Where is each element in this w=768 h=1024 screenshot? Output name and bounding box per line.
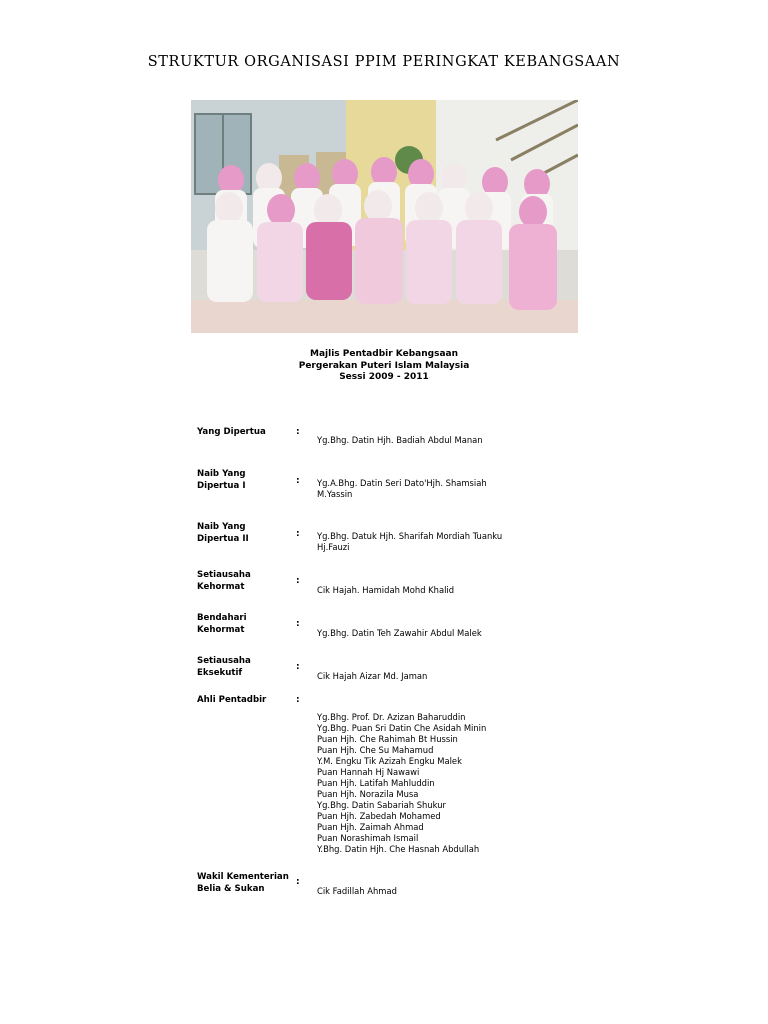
member-item: Y.Bhg. Datin Hjh. Che Hasnah Abdullah	[317, 844, 480, 854]
council-heading	[0, 349, 768, 384]
member-item: Puan Hjh. Norazila Musa	[317, 789, 419, 799]
role-label-wakil-kementerian: Wakil Kementerian Belia & Sukan	[197, 872, 289, 894]
members-list	[317, 712, 517, 855]
role-label-naib-yang-dipertua-2: Naib Yang Dipertua II	[197, 522, 249, 544]
role-name-setiausaha-eksekutif: Cik Hajah Aizar Md. Jaman	[317, 671, 428, 681]
member-item: Puan Hjh. Latifah Mahluddin	[317, 778, 435, 788]
role-name-wakil-kementerian: Cik Fadillah Ahmad	[317, 886, 397, 896]
member-item: Puan Hannah Hj Nawawi	[317, 767, 420, 777]
role-label-bendahari-kehormat: Bendahari Kehormat	[197, 613, 247, 635]
role-name-yang-dipertua: Yg.Bhg. Datin Hjh. Badiah Abdul Manan	[317, 435, 483, 445]
role-name-bendahari-kehormat: Yg.Bhg. Datin Teh Zawahir Abdul Malek	[317, 628, 482, 638]
member-item: Puan Hjh. Zaimah Ahmad	[317, 822, 424, 832]
group-photo	[191, 100, 578, 333]
page-title: STRUKTUR ORGANISASI PPIM PERINGKAT KEBANGSAAN	[147, 54, 621, 70]
member-item: Yg.Bhg. Datin Sabariah Shukur	[317, 800, 446, 810]
role-name-naib-yang-dipertua-2: Yg.Bhg. Datuk Hjh. Sharifah Mordiah Tuanku Hj.Fauzi	[317, 531, 503, 552]
role-name-setiausaha-kehormat: Cik Hajah. Hamidah Mohd Khalid	[317, 585, 455, 595]
member-item: Y.M. Engku Tik Azizah Engku Malek	[317, 756, 462, 766]
role-colon: :	[296, 695, 300, 705]
member-item: Puan Hjh. Zabedah Mohamed	[317, 811, 441, 821]
member-item: Yg.Bhg. Prof. Dr. Azizan Baharuddin	[317, 712, 466, 722]
council-heading-line2: Pergerakan Puteri Islam Malaysia	[298, 360, 470, 371]
group-photo-illustration	[191, 100, 578, 333]
role-label-ahli-pentadbir: Ahli Pentadbir	[197, 695, 267, 705]
role-label-setiausaha-eksekutif: Setiausaha Eksekutif	[197, 656, 251, 678]
role-colon: :	[296, 427, 300, 437]
member-item: Puan Hjh. Che Rahimah Bt Hussin	[317, 734, 458, 744]
role-colon: :	[296, 877, 300, 887]
role-colon: :	[296, 619, 300, 629]
role-colon: :	[296, 529, 300, 539]
role-colon: :	[296, 662, 300, 672]
role-colon: :	[296, 476, 300, 486]
role-label-yang-dipertua: Yang Dipertua	[197, 427, 266, 437]
member-item: Yg.Bhg. Puan Sri Datin Che Asidah Minin	[317, 723, 487, 733]
member-item: Puan Hjh. Che Su Mahamud	[317, 745, 434, 755]
council-heading-line3: Sessi 2009 - 2011	[339, 372, 429, 382]
council-heading-line1: Majlis Pentadbir Kebangsaan	[310, 349, 458, 359]
role-name-naib-yang-dipertua-1: Yg.A.Bhg. Datin Seri Dato'Hjh. Shamsiah M.Yassin	[317, 478, 487, 499]
role-colon: :	[296, 576, 300, 586]
role-label-setiausaha-kehormat: Setiausaha Kehormat	[197, 570, 251, 592]
member-item: Puan Norashimah Ismail	[317, 833, 419, 843]
role-label-naib-yang-dipertua-1: Naib Yang Dipertua I	[197, 469, 246, 491]
